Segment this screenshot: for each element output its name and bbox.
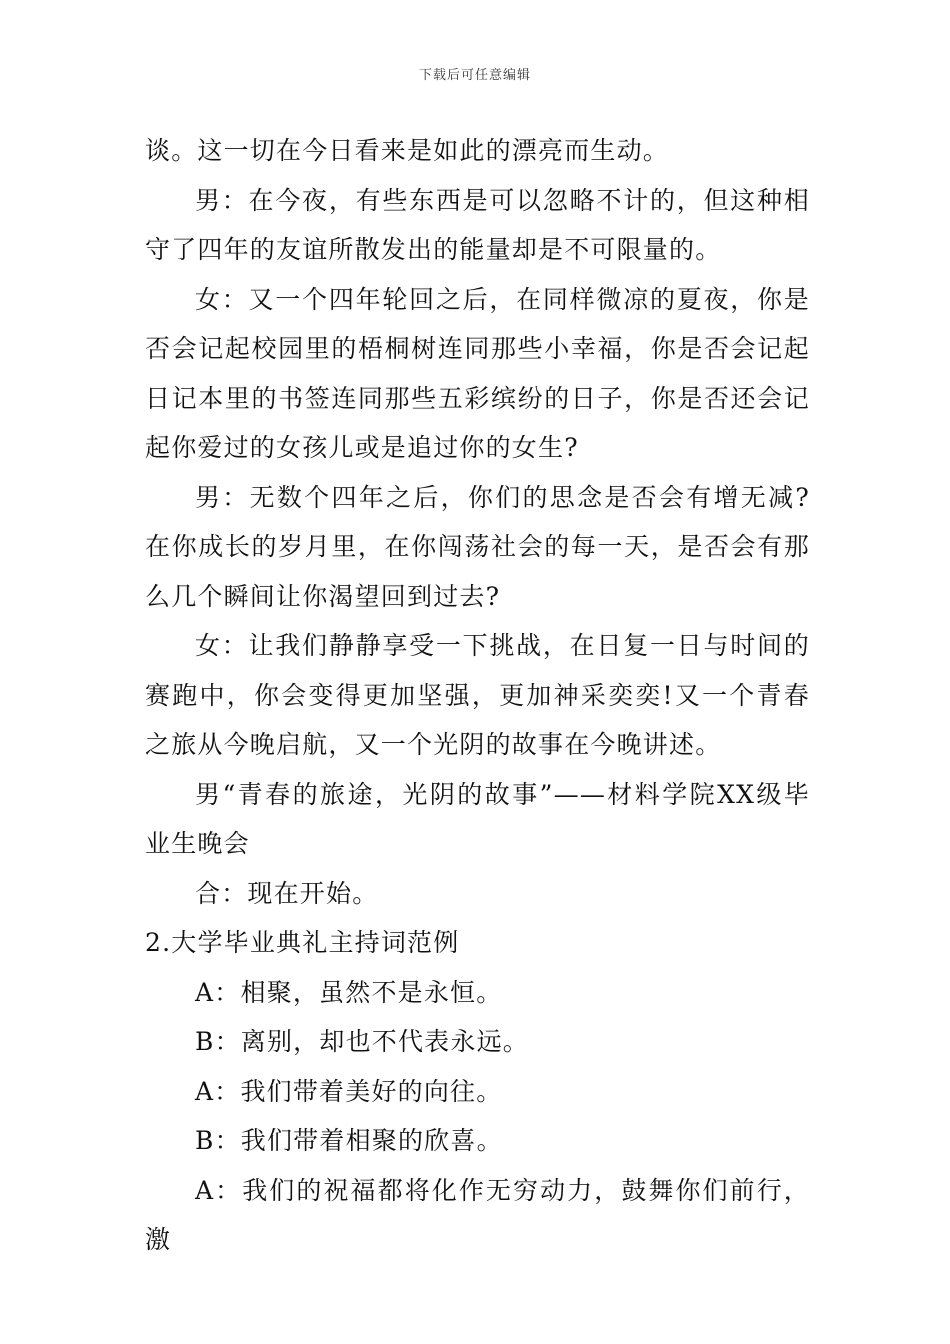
page-header: 下载后可任意编辑 xyxy=(418,68,531,83)
paragraph: 女：让我们静静享受一下挑战，在日复一日与时间的赛跑中，你会变得更加坚强，更加神采奕奕!又一个青春之旅从今晚启航，又一个光阴的故事在今晚讲述。 xyxy=(145,631,810,759)
section-heading: 2.大学毕业典礼主持词范例 xyxy=(145,928,460,957)
paragraph: 男“青春的旅途，光阴的故事”——材料学院XX级毕业生晚会 xyxy=(145,779,810,858)
paragraph: A：我们的祝福都将化作无穷动力，鼓舞你们前行，激 xyxy=(145,1175,810,1254)
document-body xyxy=(145,126,810,1265)
paragraph: 男：无数个四年之后，你们的思念是否会有增无减?在你成长的岁月里，在你闯荡社会的每一天，是否会有那么几个瞬间让你渴望回到过去? xyxy=(145,482,810,611)
paragraph: A：我们带着美好的向往。 xyxy=(195,1076,503,1106)
paragraph: 合：现在开始。 xyxy=(195,878,379,908)
paragraph: A：相聚，虽然不是永恒。 xyxy=(195,977,503,1007)
paragraph: 谈。这一切在今日看来是如此的漂亮而生动。 xyxy=(145,136,670,165)
paragraph: 男：在今夜，有些东西是可以忽略不计的，但这种相守了四年的友谊所散发出的能量却是不可限量的。 xyxy=(145,185,810,264)
paragraph: 女：又一个四年轮回之后，在同样微凉的夏夜，你是否会记起校园里的梧桐树连同那些小幸福，你是否会记起日记本里的书签连同那些五彩缤纷的日子，你是否还会记起你爱过的女孩儿或是追过你的女生? xyxy=(145,284,810,462)
paragraph: B：我们带着相聚的欣喜。 xyxy=(195,1126,503,1155)
paragraph: B：离别，却也不代表永远。 xyxy=(195,1027,529,1056)
